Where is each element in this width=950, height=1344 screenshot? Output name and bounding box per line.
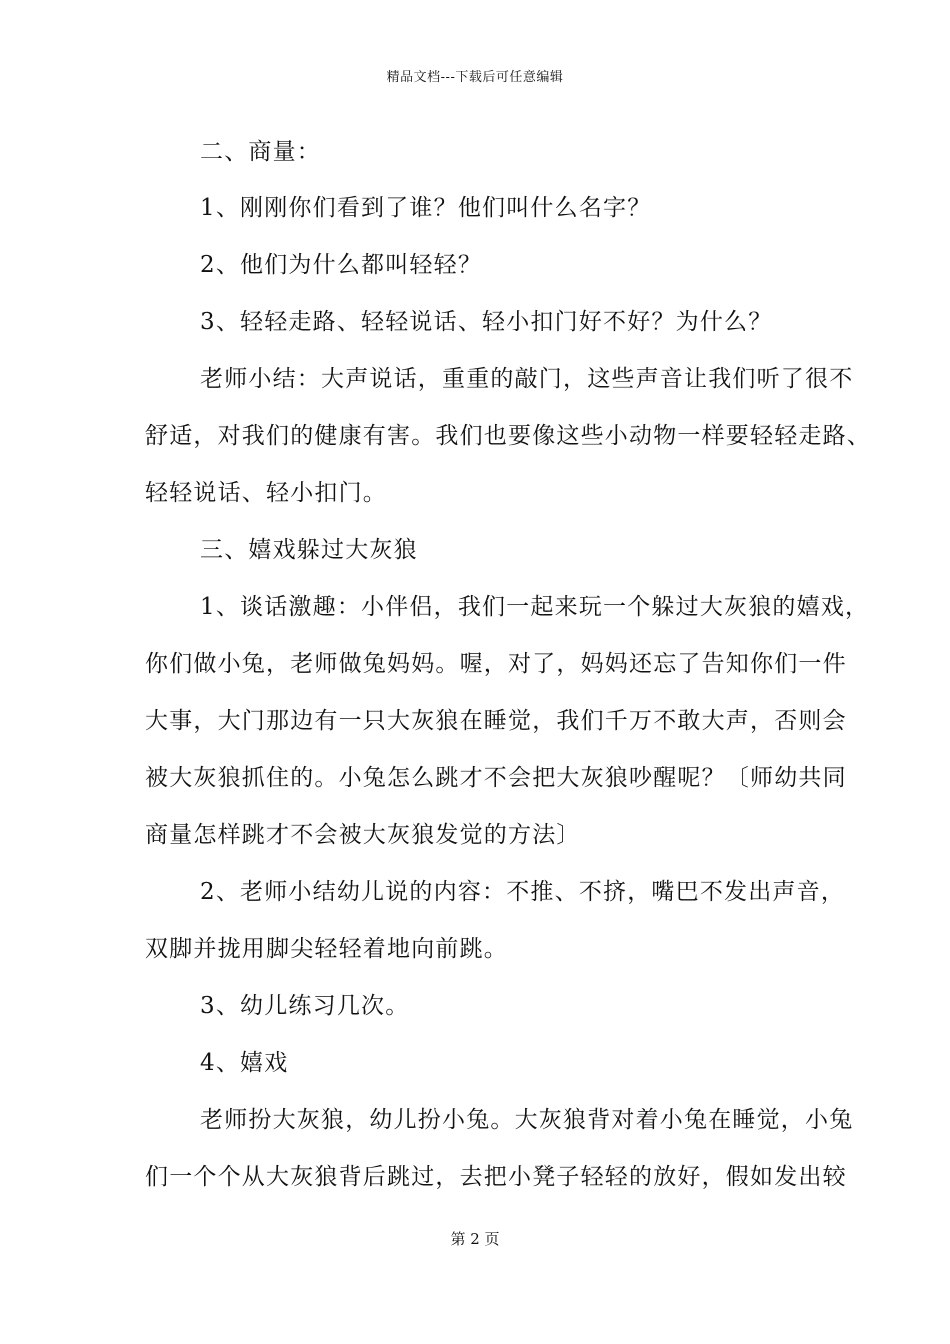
list-item: 1、刚刚你们看到了谁？他们叫什么名字？ [200,195,652,221]
paragraph-line: 老师小结：大声说话，重重的敲门，这些声音让我们听了很不 [200,366,854,392]
page-header: 精品文档---下载后可任意编辑 [386,70,564,85]
paragraph-line: 老师扮大灰狼，幼儿扮小兔。大灰狼背对着小兔在睡觉，小兔 [200,1107,854,1133]
list-item: 3、幼儿练习几次。 [200,993,410,1019]
paragraph-line: 舒适，对我们的健康有害。我们也要像这些小动物一样要轻轻走路、 [145,423,871,449]
paragraph-line: 被大灰狼抓住的。小兔怎么跳才不会把大灰狼吵醒呢？〔师幼共同 [145,765,847,791]
list-item: 4、嬉戏 [200,1050,289,1076]
list-item: 2、他们为什么都叫轻轻？ [200,252,483,278]
paragraph-line: 商量怎样跳才不会被大灰狼发觉的方法〕 [145,822,581,848]
paragraph-line: 1、谈话激趣：小伴侣，我们一起来玩一个躲过大灰狼的嬉戏， [200,594,870,620]
section-heading: 二、商量： [200,139,321,165]
paragraph-line: 你们做小兔，老师做兔妈妈。喔，对了，妈妈还忘了告知你们一件 [145,651,847,677]
paragraph-line: 轻轻说话、轻小扣门。 [145,480,387,506]
page-number: 第 2 页 [450,1230,500,1248]
section-heading: 三、嬉戏躲过大灰狼 [200,537,418,563]
paragraph-line: 大事，大门那边有一只大灰狼在睡觉，我们千万不敢大声，否则会 [145,708,847,734]
paragraph-line: 2、老师小结幼儿说的内容：不推、不挤，嘴巴不发出声音， [200,879,846,905]
paragraph-line: 们一个个从大灰狼背后跳过，去把小凳子轻轻的放好，假如发出较 [145,1164,847,1190]
paragraph-line: 双脚并拢用脚尖轻轻着地向前跳。 [145,936,508,962]
list-item: 3、轻轻走路、轻轻说话、轻小扣门好不好？为什么？ [200,309,773,335]
